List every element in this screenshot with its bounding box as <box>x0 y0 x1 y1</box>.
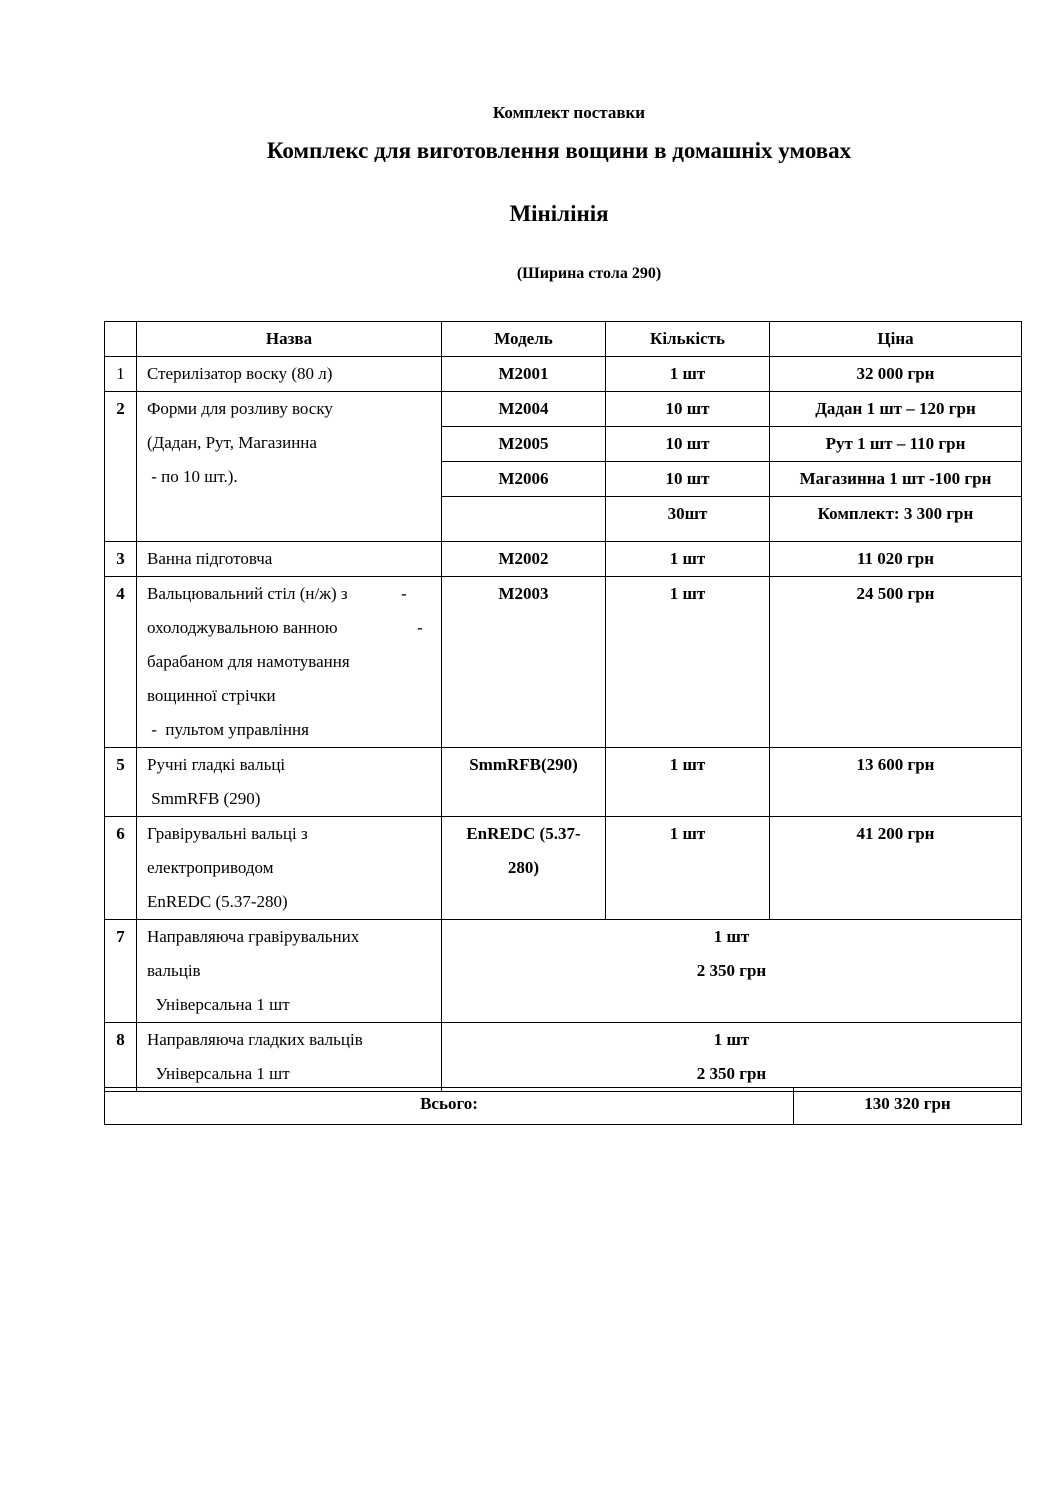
item-name-line: EnREDC (5.37-280) <box>147 892 288 911</box>
item-price: 41 200 грн <box>770 817 1022 920</box>
table-row <box>105 817 1022 920</box>
item-name-line: Вальцювальний стіл (н/ж) з <box>147 584 348 603</box>
item-model-line: 280) <box>507 858 540 877</box>
item-price: Дадан 1 шт – 120 грн <box>770 392 1022 427</box>
dash-mark: - <box>417 618 423 637</box>
item-name-line: Форми для розливу воску <box>147 399 333 418</box>
combined-qty: 1 шт <box>713 1030 750 1049</box>
item-name <box>137 748 442 817</box>
item-name <box>137 1023 442 1092</box>
dash-mark: - <box>401 584 407 603</box>
item-name-line: Стерилізатор воску (80 л) <box>147 364 333 383</box>
document-title: Комплекс для виготовлення вощини в домашніх умовах <box>266 138 852 163</box>
item-name-line: Направляюча гладких вальців <box>147 1030 363 1049</box>
row-number: 5 <box>105 748 137 817</box>
table-header-row <box>105 322 1022 357</box>
combined-qty: 1 шт <box>713 927 750 946</box>
item-name-line: вощинної стрічки <box>147 686 276 705</box>
item-model: M2003 <box>442 577 606 748</box>
header-num-cell <box>105 322 137 357</box>
table-row <box>105 357 1022 392</box>
total-value: 130 320 грн <box>794 1088 1022 1125</box>
item-price: 13 600 грн <box>770 748 1022 817</box>
header-name: Назва <box>137 322 442 357</box>
row-number: 7 <box>105 920 137 1023</box>
document-subtitle: Комплект поставки <box>492 103 646 122</box>
item-name-line: Ванна підготовча <box>147 549 273 568</box>
item-model-line: EnREDC (5.37- <box>466 824 581 843</box>
item-name-line: SmmRFB (290) <box>147 789 261 808</box>
row-number: 1 <box>105 357 137 392</box>
table-row <box>105 748 1022 817</box>
item-name <box>137 817 442 920</box>
item-model: M2001 <box>442 357 606 392</box>
item-price: Магазинна 1 шт -100 грн <box>770 462 1022 497</box>
table-row <box>105 542 1022 577</box>
item-name-line: охолоджувальною ванною <box>147 618 338 637</box>
item-name-line: - по 10 шт.). <box>147 467 238 486</box>
item-price: 24 500 грн <box>770 577 1022 748</box>
row-number: 6 <box>105 817 137 920</box>
item-qty: 1 шт <box>606 542 770 577</box>
total-row <box>105 1088 1022 1125</box>
item-price: 11 020 грн <box>770 542 1022 577</box>
item-name-line: Універсальна 1 шт <box>147 1064 290 1083</box>
item-name <box>137 920 442 1023</box>
delivery-set-table <box>104 321 1022 1092</box>
item-price: Рут 1 шт – 110 грн <box>770 427 1022 462</box>
row-number: 3 <box>105 542 137 577</box>
table-width-note: (Ширина стола 290) <box>516 265 662 282</box>
combined-price: 2 350 грн <box>696 961 767 980</box>
item-name <box>137 357 442 392</box>
item-model: M2002 <box>442 542 606 577</box>
item-qty: 10 шт <box>606 427 770 462</box>
item-name-line: Направляюча гравірувальних <box>147 927 360 946</box>
combined-qty-price <box>442 920 1022 1023</box>
item-name-line: Ручні гладкі вальці <box>147 755 286 774</box>
table-row <box>105 577 1022 748</box>
row-number: 4 <box>105 577 137 748</box>
item-qty: 10 шт <box>606 462 770 497</box>
header-qty: Кількість <box>606 322 770 357</box>
item-model: M2006 <box>442 462 606 497</box>
header-price: Ціна <box>770 322 1022 357</box>
item-qty: 1 шт <box>606 817 770 920</box>
item-name <box>137 392 442 542</box>
item-name-line: вальців <box>147 961 201 980</box>
combined-qty-price <box>442 1023 1022 1092</box>
table-row <box>105 920 1022 1023</box>
item-qty: 1 шт <box>606 748 770 817</box>
table-row <box>105 392 1022 427</box>
row-number: 2 <box>105 392 137 542</box>
item-model <box>442 817 606 920</box>
item-name-line: (Дадан, Рут, Магазинна <box>147 433 317 452</box>
item-model <box>442 497 606 542</box>
item-model: SmmRFB(290) <box>442 748 606 817</box>
item-qty: 1 шт <box>606 357 770 392</box>
item-name-line: Універсальна 1 шт <box>147 995 290 1014</box>
item-price: Комплект: 3 300 грн <box>770 497 1022 542</box>
total-table <box>104 1087 1022 1125</box>
row-number: 8 <box>105 1023 137 1092</box>
item-name <box>137 577 442 748</box>
line-name: Мінілінія <box>509 201 609 226</box>
item-model: M2004 <box>442 392 606 427</box>
table-row <box>105 1023 1022 1092</box>
item-price: 32 000 грн <box>770 357 1022 392</box>
item-name-line: - пультом управління <box>147 720 309 739</box>
item-qty: 30шт <box>606 497 770 542</box>
item-model: M2005 <box>442 427 606 462</box>
item-name <box>137 542 442 577</box>
item-name-line: барабаном для намотування <box>147 652 350 671</box>
header-model: Модель <box>442 322 606 357</box>
item-name-line: Гравірувальні вальці з <box>147 824 308 843</box>
total-label: Всього: <box>105 1088 794 1125</box>
item-qty: 10 шт <box>606 392 770 427</box>
item-qty: 1 шт <box>606 577 770 748</box>
item-name-line: електроприводом <box>147 858 274 877</box>
combined-price: 2 350 грн <box>696 1064 767 1083</box>
